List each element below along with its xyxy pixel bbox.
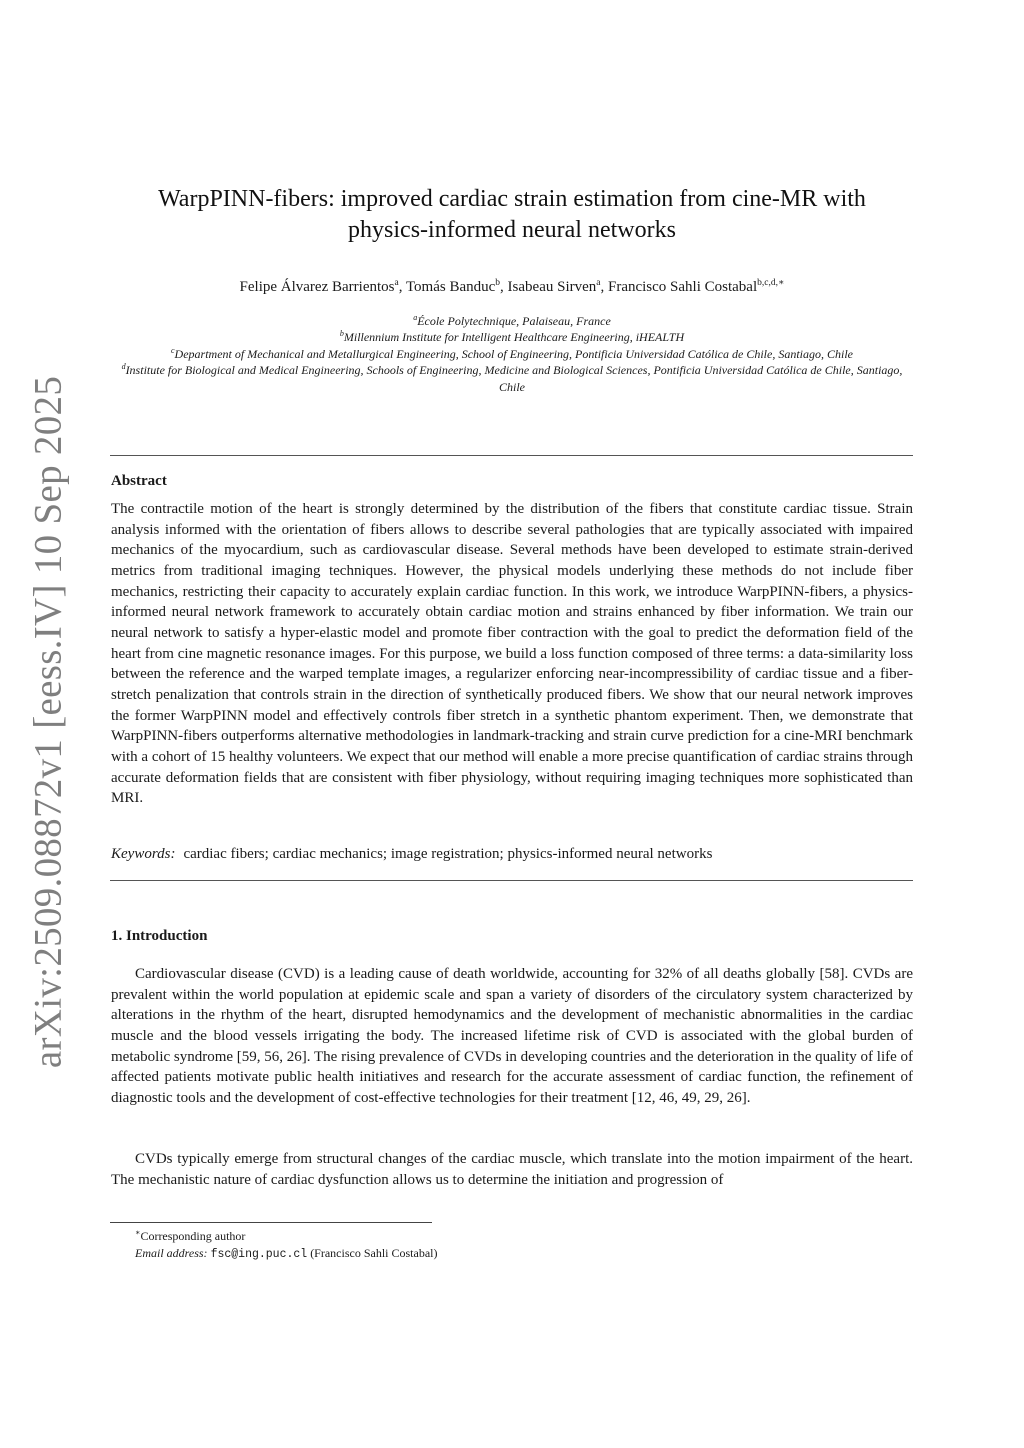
title-line-1: WarpPINN-fibers: improved cardiac strain estimation from cine-MR with xyxy=(158,186,866,212)
footnote-text: Corresponding author xyxy=(140,1229,246,1243)
affiliation xyxy=(108,329,916,345)
title-line-2: physics-informed neural networks xyxy=(348,217,676,243)
footnote-email xyxy=(135,1245,438,1263)
affiliation-mark: a xyxy=(413,313,418,322)
affiliation xyxy=(108,362,916,395)
author-affil-mark: b,c,d,∗ xyxy=(757,278,785,288)
affiliation-text: École Polytechnique, Palaiseau, France xyxy=(417,314,611,328)
footnote-mark: ∗ xyxy=(135,1228,141,1237)
author-name: Tomás Banduc xyxy=(405,279,496,295)
email-owner: (Francisco Sahli Costabal) xyxy=(310,1246,438,1260)
arxiv-watermark xyxy=(0,0,96,1448)
affiliation xyxy=(108,346,916,362)
arxiv-identifier: arXiv:2509.08872v1 [eess.IV] 10 Sep 2025 xyxy=(26,375,70,1069)
author-affil-mark: a xyxy=(596,278,601,288)
affiliation-text: Department of Mechanical and Metallurgical Engineering, School of Engineering, Pontificia Universidad Católica de Chile, Santiago, Chile xyxy=(174,346,853,361)
intro-paragraph-1: Cardiovascular disease (CVD) is a leading cause of death worldwide, accounting for 32% of all deaths globally [58]. CVDs are prevalent within the world population at epidemic scale and span a variety of disorders of the circulatory system characterized by alterations in the rhythm of the heart, disrupted hemodynamics and the development of mechanistic abnormalities in the cardiac muscle and the blood vessels irrigating the body. The increased lifetime risk of CVD is associated with the global burden of metabolic syndrome [59, 56, 26]. The rising prevalence of CVDs in developing countries and the deterioration in the quality of life of affected patients motivate public health initiatives and research for the accurate assessment of cardiac function, the refinement of diagnostic tools and the development of cost-effective technologies for their treatment [12, 46, 49, 29, 26]. xyxy=(111,966,914,1106)
email-link[interactable]: fsc@ing.puc.cl xyxy=(210,1248,308,1261)
intro-paragraph-2: CVDs typically emerge from structural changes of the cardiac muscle, which translate into the motion impairment of the heart. The mechanistic nature of cardiac dysfunction allows us to determine the initiation and progression of xyxy=(111,1151,913,1188)
email-label: Email address: xyxy=(135,1246,208,1260)
affiliation-mark: c xyxy=(170,345,175,355)
abstract-top-rule xyxy=(110,455,913,456)
affiliation xyxy=(108,313,916,329)
keywords-text: cardiac fibers; cardiac mechanics; image registration; physics-informed neural networks xyxy=(183,846,713,862)
footnote-corresponding-author xyxy=(135,1228,245,1245)
author-name: Francisco Sahli Costabal xyxy=(607,279,758,295)
keywords-label: Keywords: xyxy=(111,846,176,862)
abstract-text: The contractile motion of the heart is strongly determined by the distribution of the fibers that constitute cardiac tissue. Strain analysis informed with the orientation of fibers allows to describe several pathologies that are typically associated with impaired mechanics of the myocardium, such as cardiovascular disease. Several methods have been developed to estimate strain-derived metrics from traditional imaging techniques. However, the physical models underlying these methods do not include fiber mechanics, restricting their capacity to accurately explain cardiac function. In this work, we introduce WarpPINN-fibers, a physics-informed neural network framework to accurately obtain cardiac motion and strains enhanced by fiber information. We train our neural network to satisfy a hyper-elastic model and promote fiber contraction with the goal to predict the deformation field of the heart from cine magnetic resonance images. For this purpose, we build a loss function composed of three terms: a data-similarity loss between the reference and the warped template images, a regularizer enforcing near-incompressibility of cardiac tissue and a fiber-stretch penalization that controls strain in the direction of synthetically produced fibers. We show that our neural network improves the former WarpPINN model and effectively controls fiber stretch in a synthetic phantom experiment. Then, we demonstrate that WarpPINN-fibers outperforms alternative methodologies in landmark-tracking and strain curve prediction for a cine-MRI benchmark with a cohort of 15 healthy volunteers. We expect that our method will enable a more precise quantification of cardiac strains through accurate deformation fields that are consistent with fiber physiology, without requiring imaging techniques more sophisticated than MRI. xyxy=(111,501,913,807)
paper-title xyxy=(112,184,912,246)
author-name: Isabeau Sirven xyxy=(507,279,597,295)
section-heading-introduction: 1. Introduction xyxy=(111,928,208,944)
abstract-bottom-rule xyxy=(110,880,913,881)
author-list: Felipe Álvarez Barrientos$^a$, Tomás Banduc$^b$, Isabeau Sirven$^a$, Francisco Sahli Costabal$^{b,c,d,∗}$ xyxy=(239,278,785,295)
author-affil-mark: b xyxy=(495,278,501,288)
affiliation-text: Institute for Biological and Medical Engineering, Schools of Engineering, Medicine and Biological Sciences, Pontificia Universidad Católica de Chile, Santiago, Chile xyxy=(125,363,903,394)
keywords xyxy=(111,844,913,864)
author-name: Felipe Álvarez Barrientos xyxy=(239,279,395,295)
author-affil-mark: a xyxy=(394,278,399,288)
affiliation-text: Millennium Institute for Intelligent Healthcare Engineering, iHEALTH xyxy=(343,330,685,345)
affiliation-list xyxy=(108,313,916,395)
affiliation-mark: b xyxy=(339,329,344,339)
abstract-heading: Abstract xyxy=(111,473,167,489)
affiliation-mark: d xyxy=(121,362,126,372)
footnote-rule xyxy=(110,1222,432,1223)
